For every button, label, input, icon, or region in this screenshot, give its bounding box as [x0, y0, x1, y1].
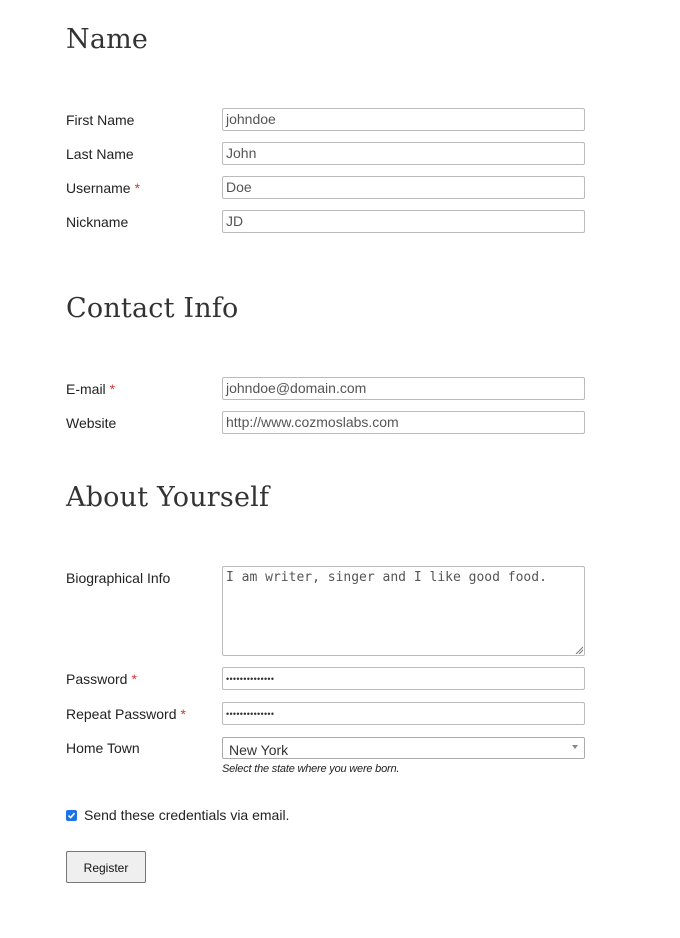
field-row-bio: [66, 566, 586, 590]
last-name-label: Last Name: [66, 146, 134, 162]
field-row-home-town: [66, 737, 586, 775]
username-input[interactable]: Doe: [222, 176, 585, 199]
first-name-label: First Name: [66, 112, 135, 128]
website-input[interactable]: http://www.cozmoslabs.com: [222, 411, 585, 434]
email-input[interactable]: johndoe@domain.com: [222, 377, 585, 400]
password-input[interactable]: ••••••••••••••: [222, 667, 585, 690]
checkmark-icon: [67, 811, 76, 820]
required-marker: *: [109, 381, 116, 397]
section-title-name: Name: [66, 24, 149, 55]
repeat-password-input[interactable]: ••••••••••••••: [222, 702, 585, 725]
required-marker: *: [134, 180, 141, 196]
register-button[interactable]: Register: [66, 851, 146, 883]
send-credentials-checkbox[interactable]: [66, 810, 77, 821]
section-title-contact-info: Contact Info: [66, 293, 239, 324]
email-label-text: E-mail: [66, 381, 106, 397]
home-town-select[interactable]: [222, 737, 585, 759]
bio-label: Biographical Info: [66, 570, 171, 586]
username-label: [66, 180, 140, 196]
field-row-first-name: [66, 108, 586, 132]
home-town-hint: Select the state where you were born.: [222, 763, 400, 775]
nickname-label: Nickname: [66, 214, 129, 230]
send-credentials-label[interactable]: Send these credentials via email.: [84, 807, 290, 823]
bio-text: I am writer, singer and I like good food.: [226, 570, 547, 585]
section-title-about-yourself: About Yourself: [66, 482, 270, 513]
last-name-input[interactable]: John: [222, 142, 585, 165]
chevron-down-icon: [572, 745, 578, 749]
field-row-email: [66, 377, 586, 401]
first-name-input[interactable]: johndoe: [222, 108, 585, 131]
required-marker: *: [180, 706, 186, 722]
field-row-repeat-password: [66, 702, 586, 726]
repeat-password-label-text: Repeat Password: [66, 706, 177, 722]
field-row-username: [66, 176, 586, 200]
field-row-website: [66, 411, 586, 435]
bio-textarea[interactable]: [222, 566, 585, 656]
resize-grip-icon[interactable]: [575, 646, 583, 654]
nickname-input[interactable]: JD: [222, 210, 585, 233]
email-label: [66, 381, 115, 397]
username-label-text: Username: [66, 180, 131, 196]
website-label: Website: [66, 415, 117, 431]
home-town-label: Home Town: [66, 740, 140, 756]
field-row-last-name: [66, 142, 586, 166]
required-marker: *: [131, 671, 137, 687]
password-label-text: Password: [66, 671, 128, 687]
password-label: [66, 671, 137, 687]
field-row-password: [66, 667, 586, 691]
repeat-password-label: [66, 706, 186, 722]
home-town-selected-value: New York: [229, 742, 289, 758]
field-row-nickname: [66, 210, 586, 234]
